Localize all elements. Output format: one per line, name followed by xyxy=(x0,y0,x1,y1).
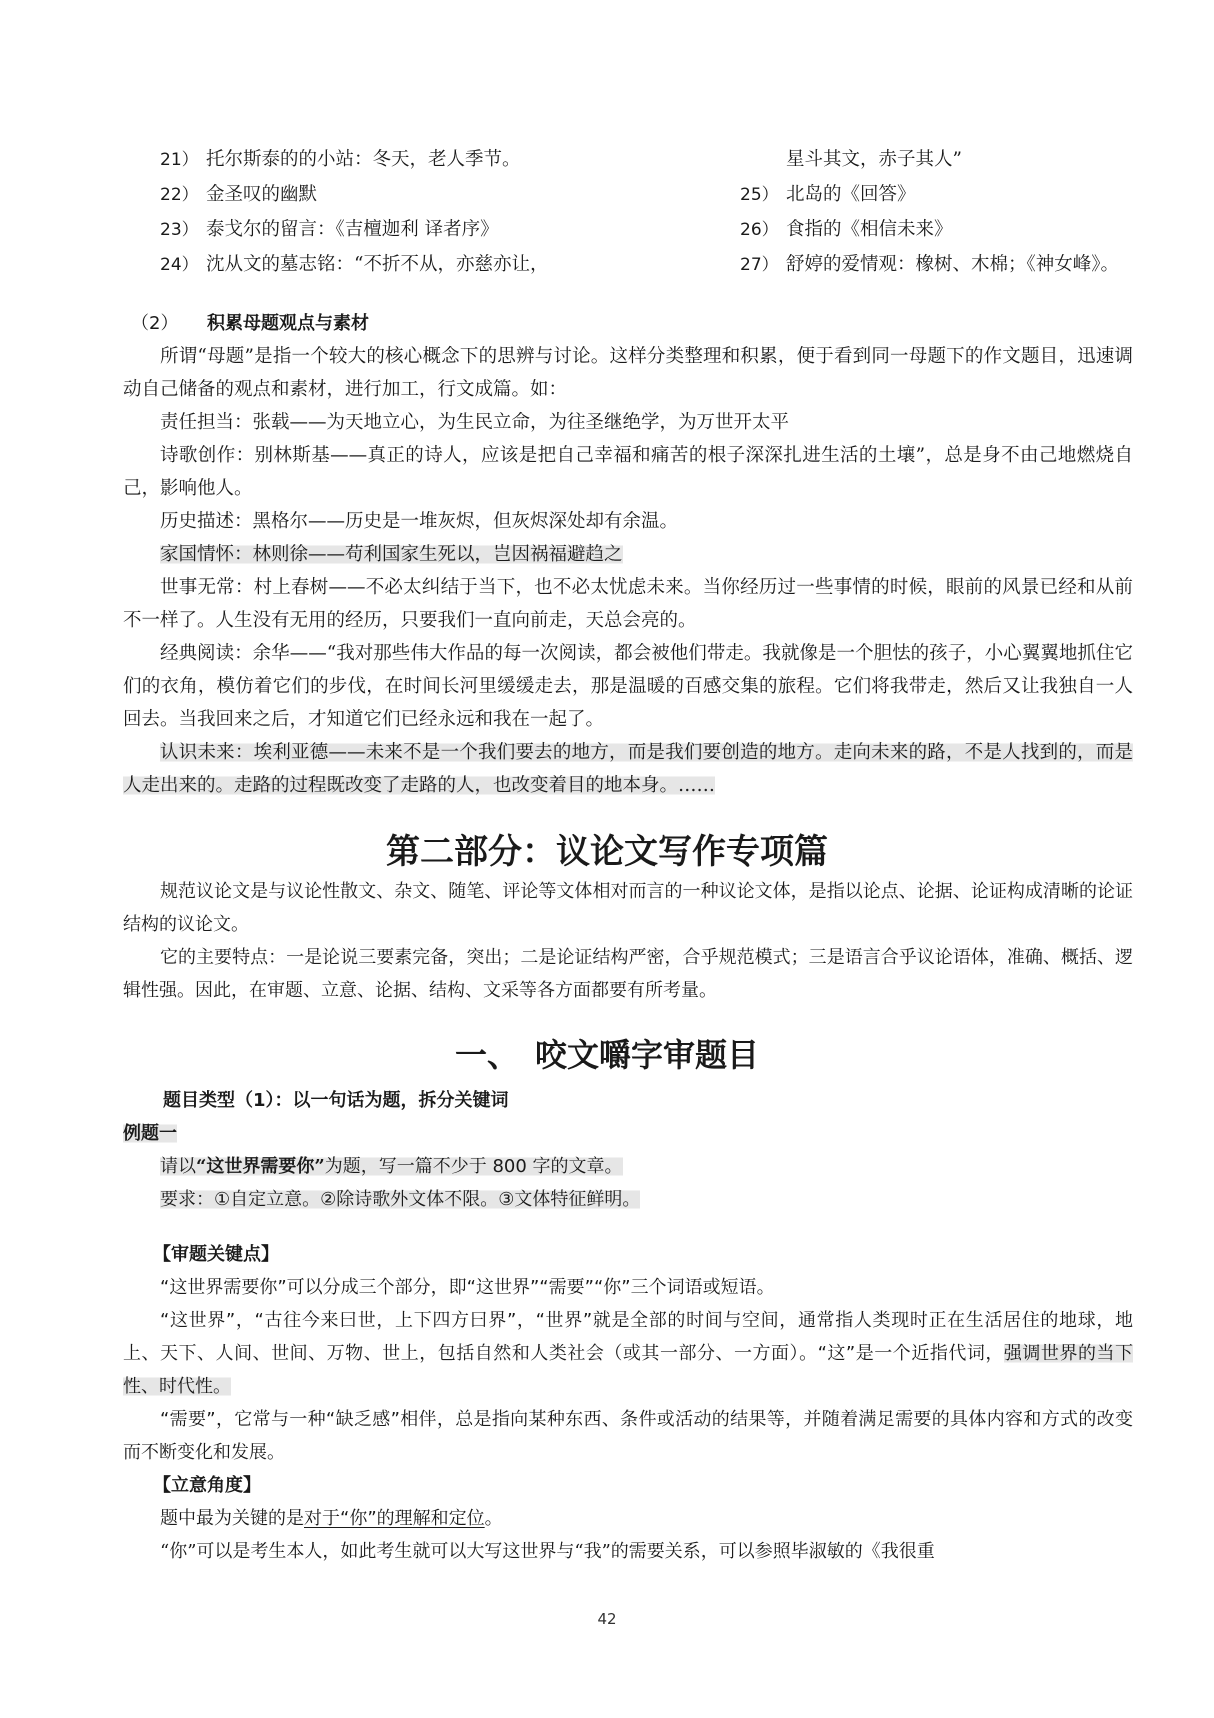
reading-list-right-column xyxy=(740,142,1210,282)
paragraph: “这世界”，“古往今来曰世，上下四方曰界”，“世界”就是全部的时间与空间，通常指人类现时正在生活居住的地球，地上、天下、人间、世间、万物、世上，包括自然和人类社会（或其一部分、一方面）。“这”是一个近指代词，强调世界的当下性、时代性。 xyxy=(123,1310,1133,1397)
chapter-title: 一、 咬文嚼字审题目 xyxy=(454,1036,759,1074)
paragraph: 题中最为关键的是对于“你”的理解和定位。 xyxy=(160,1508,503,1529)
paragraph: “这世界需要你”可以分成三个部分，即“这世界”“需要”“你”三个词语或短语。 xyxy=(160,1277,775,1298)
motif-item: 家国情怀：林则徐——苟利国家生死以，岂因祸福避趋之 xyxy=(160,544,623,565)
motif-item: 认识未来：埃利亚德——未来不是一个我们要去的地方，而是我们要创造的地方。走向未来的路，不是人找到的，而是人走出来的。走路的过程既改变了走路的人，也改变着目的地本身。…… xyxy=(123,742,1133,796)
key-points-heading: 【审题关键点】 xyxy=(153,1244,279,1265)
section-heading: （2） 积累母题观点与素材 xyxy=(131,313,369,334)
motif-item: 经典阅读：余华——“我对那些伟大作品的每一次阅读，都会被他们带走。我就像是一个胆怯的孩子，小心翼翼地抓住它们的衣角，模仿着它们的步伐，在时间长河里缓缓走去，那是温暖的百感交集的旅程。它们将我带走，然后又让我独自一人回去。当我回来之后，才知道它们已经永远和我在一起了。 xyxy=(123,643,1133,730)
section-intro: 所谓“母题”是指一个较大的核心概念下的思辨与讨论。这样分类整理和积累，便于看到同一母题下的作文题目，迅速调动自己储备的观点和素材，进行加工，行文成篇。如： xyxy=(123,346,1133,400)
motif-item: 历史描述：黑格尔——历史是一堆灰烬，但灰烬深处却有余温。 xyxy=(160,511,679,532)
list-item: 23） 泰戈尔的留言：《吉檀迦利 译者序》 xyxy=(160,219,499,240)
paragraph: 规范议论文是与议论性散文、杂文、随笔、评论等文体相对而言的一种议论文体，是指以论点、论据、论证构成清晰的论证结构的议论文。 xyxy=(123,881,1133,935)
example-prompt: 请以“这世界需要你”为题，写一篇不少于 800 字的文章。 xyxy=(160,1156,623,1177)
angle-heading: 【立意角度】 xyxy=(153,1475,261,1496)
list-item: 26） 食指的《相信未来》 xyxy=(740,219,953,240)
paragraph: “你”可以是考生本人，如此考生就可以大写这世界与“我”的需要关系，可以参照毕淑敏的《我很重 xyxy=(160,1541,935,1562)
list-item-continuation: 星斗其文，赤子其人” xyxy=(786,149,962,170)
paragraph: 它的主要特点：一是论说三要素完备，突出；二是论证结构严密，合乎规范模式；三是语言合乎议论语体，准确、概括、逻辑性强。因此，在审题、立意、论据、结构、文采等各方面都要有所考量。 xyxy=(123,947,1133,1001)
list-item: 21） 托尔斯泰的的小站：冬天，老人季节。 xyxy=(160,149,521,170)
section-motif-material xyxy=(123,307,1133,802)
motif-item: 诗歌创作：别林斯基——真正的诗人，应该是把自己幸福和痛苦的根子深深扎进生活的土壤”，总是身不由己地燃烧自己，影响他人。 xyxy=(123,445,1133,499)
example-heading: 例题一 xyxy=(123,1123,177,1144)
motif-item: 责任担当：张载——为天地立心，为生民立命，为往圣继绝学，为万世开太平 xyxy=(160,412,790,433)
part-title: 第二部分：议论文写作专项篇 xyxy=(386,832,828,872)
paragraph: “需要”，它常与一种“缺乏感”相伴，总是指向某种东西、条件或活动的结果等，并随着满足需要的具体内容和方式的改变而不断变化和发展。 xyxy=(123,1409,1133,1463)
page-number: 42 xyxy=(597,1610,617,1628)
list-item: 25） 北岛的《回答》 xyxy=(740,184,916,205)
list-item: 22） 金圣叹的幽默 xyxy=(160,184,318,205)
chapter1-body xyxy=(123,1084,1133,1568)
example-requirements: 要求：①自定立意。②除诗歌外文体不限。③文体特征鲜明。 xyxy=(160,1189,641,1210)
list-item: 24） 沈从文的墓志铭：“不折不从，亦慈亦让， xyxy=(160,254,549,275)
list-item: 27） 舒婷的爱情观：橡树、木棉；《神女峰》。 xyxy=(740,254,1120,275)
motif-item: 世事无常：村上春树——不必太纠结于当下，也不必太忧虑未来。当你经历过一些事情的时候，眼前的风景已经和从前不一样了。人生没有无用的经历，只要我们一直向前走，天总会亮的。 xyxy=(123,577,1133,631)
reading-list-left-column xyxy=(160,142,630,282)
part2-intro xyxy=(123,875,1133,1007)
question-type-heading: 题目类型（1）：以一句话为题，拆分关键词 xyxy=(163,1090,509,1111)
